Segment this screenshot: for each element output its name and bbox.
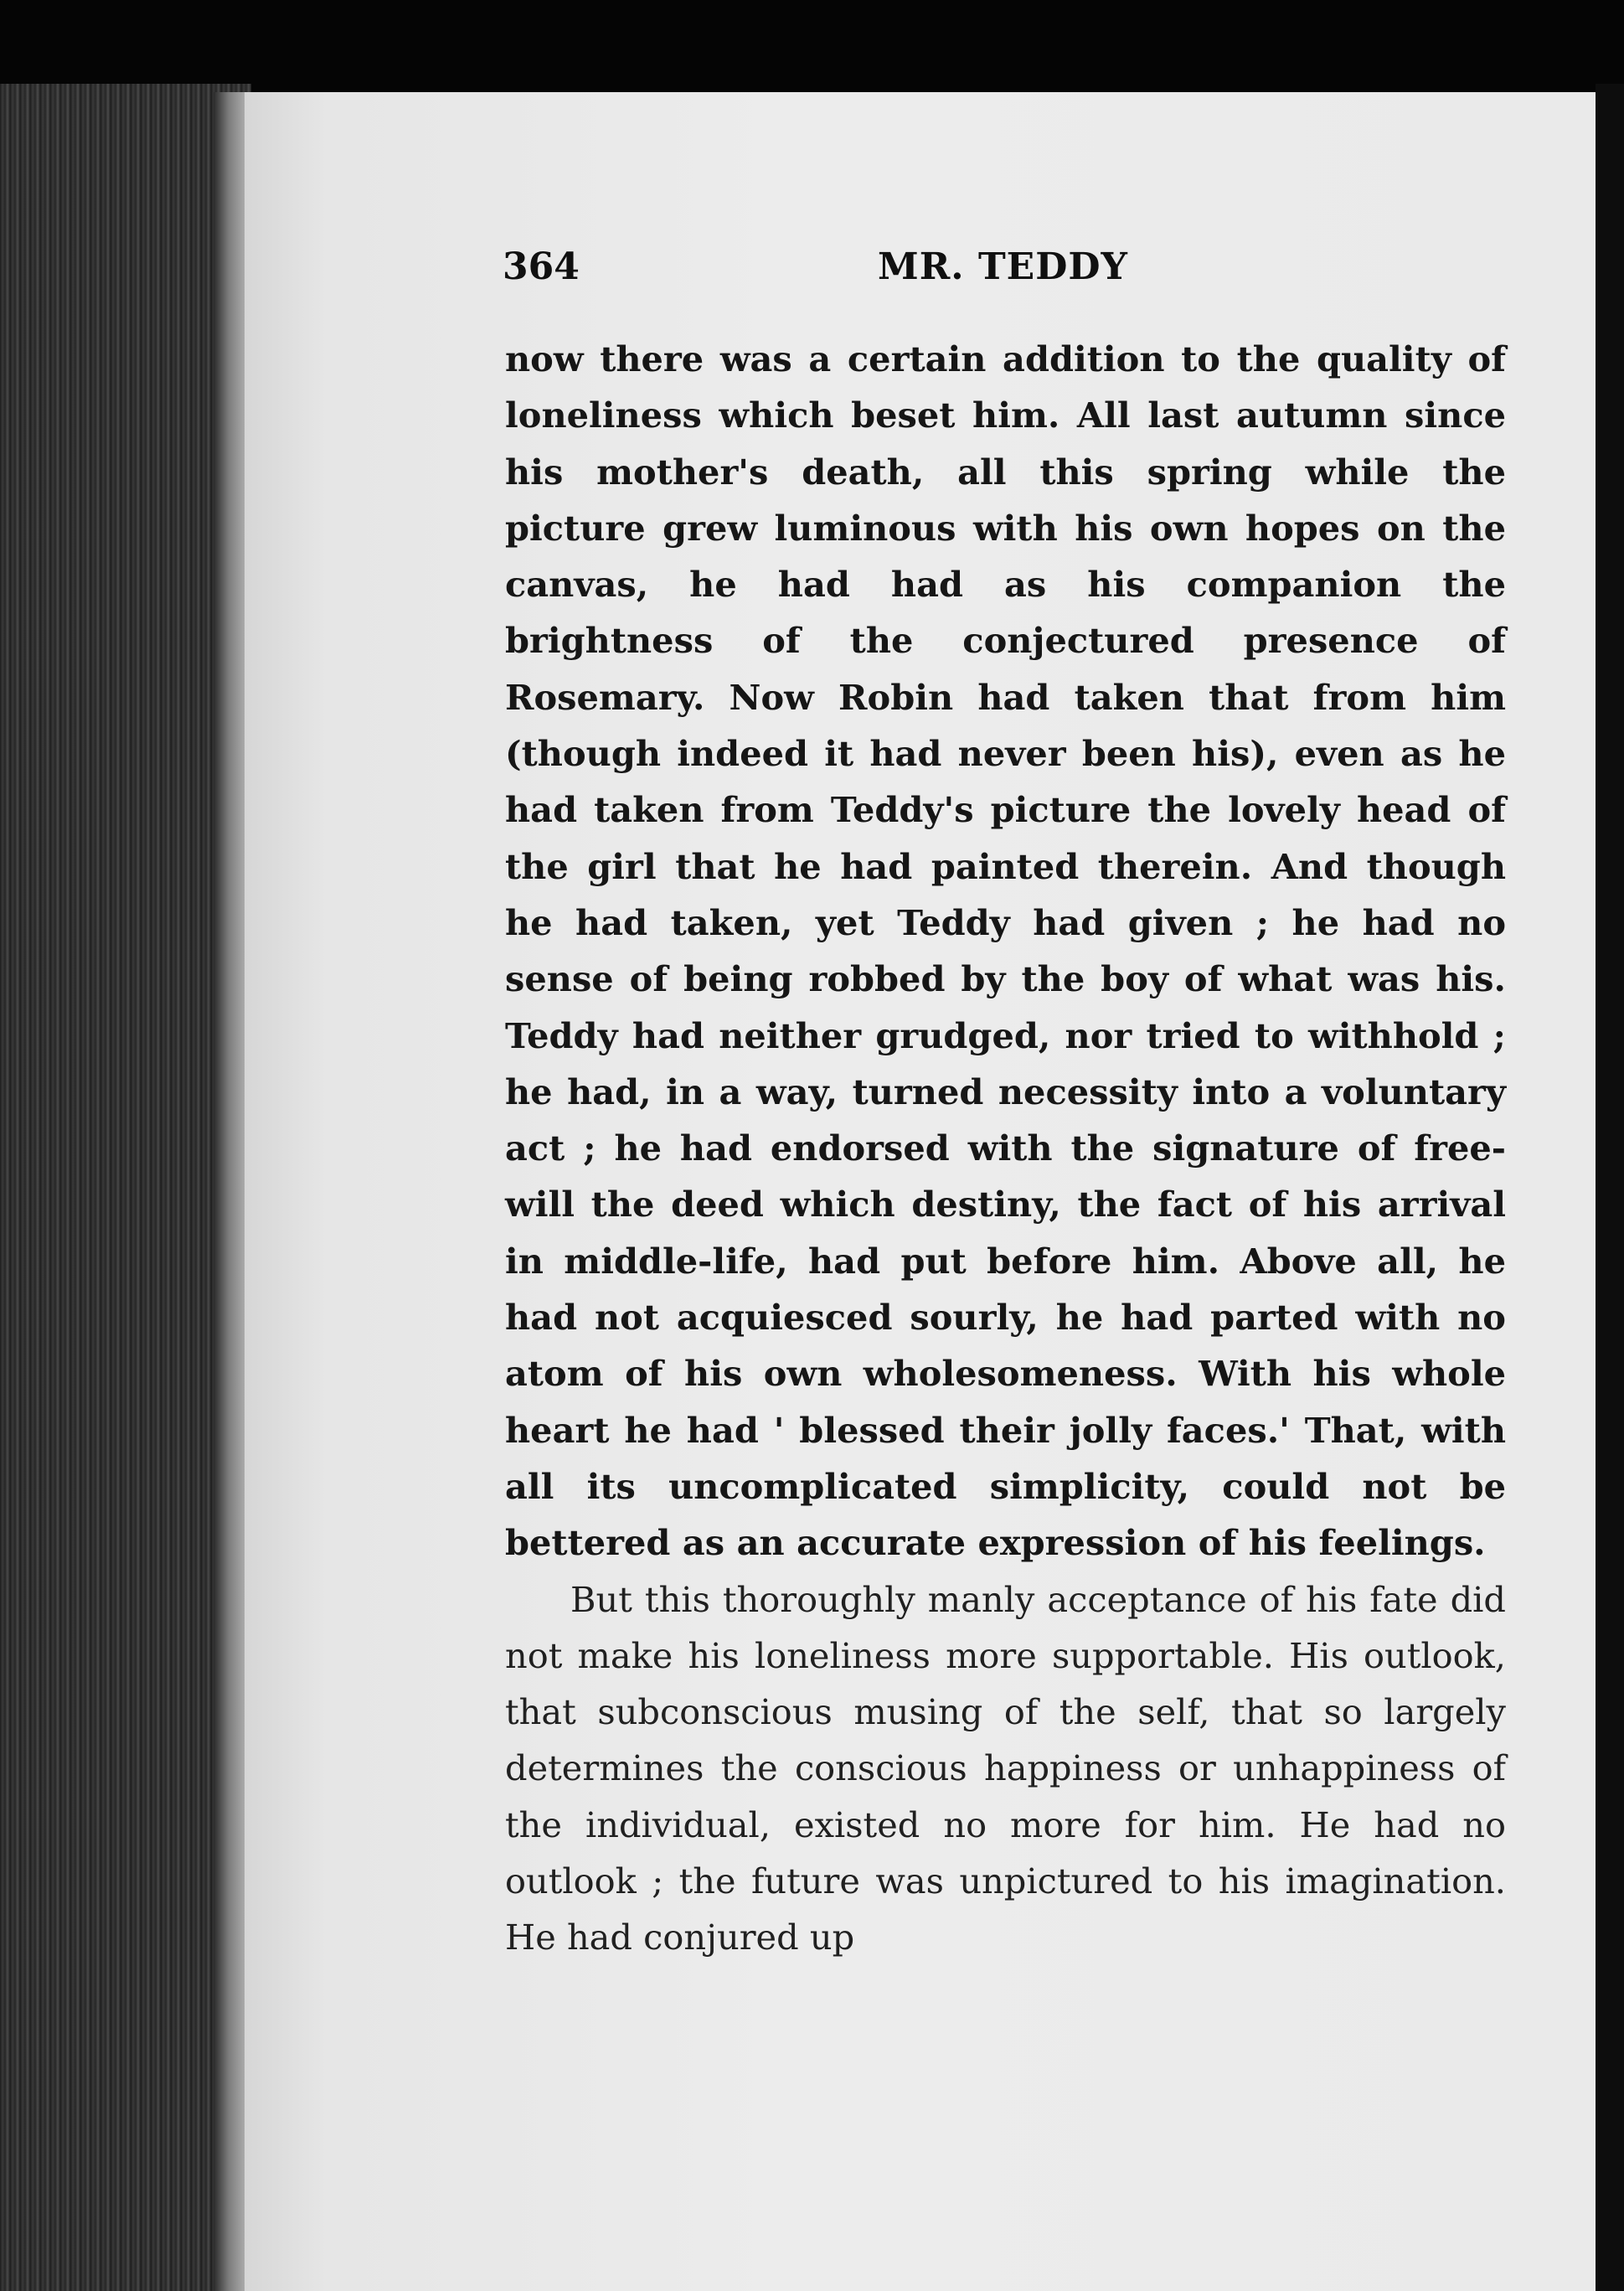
page-header [503, 245, 1503, 296]
page-number: 364 [503, 245, 580, 288]
body-text [505, 331, 1506, 1966]
dark-scan-border-right [1596, 84, 1624, 2291]
paragraph: But this thoroughly manly acceptance of his fate did not make his loneliness more supportable. His outlook, that subconscious musing of the self, that so largely determines the conscious happiness or unhappiness of the individual, existed no more for him. He had no outlook ; the future was unpictured to his imagination. He had conjured up [505, 1578, 1506, 1958]
paragraph: now there was a certain addition to the quality of loneliness which beset him. All last autumn since his mother's death, all this spring while the picture grew luminous with his own hopes on the canvas, he had had as his companion the brightness of the conjectured presence of Rosemary. Now Robin had taken that from him (though indeed it had never been his), even as he had taken from Teddy's picture the lovely head of the girl that he had painted therein. And though he had taken, yet Teddy had given ; he had no sense of being robbed by the boy of what was his. Teddy had neither grudged, nor tried to withhold ; he had, in a way, turned necessity into a voluntary act ; he had endorsed with the signature of free-will the deed which destiny, the fact of his arrival in middle-life, had put before him. Above all, he had not acquiesced sourly, he had parted with no atom of his own wholesomeness. With his whole heart he had ' blessed their jolly faces.' That, with all its uncomplicated simplicity, could not be bettered as an accurate expression of his feelings. [505, 338, 1506, 1564]
running-title: MR. TEDDY [878, 245, 1128, 288]
